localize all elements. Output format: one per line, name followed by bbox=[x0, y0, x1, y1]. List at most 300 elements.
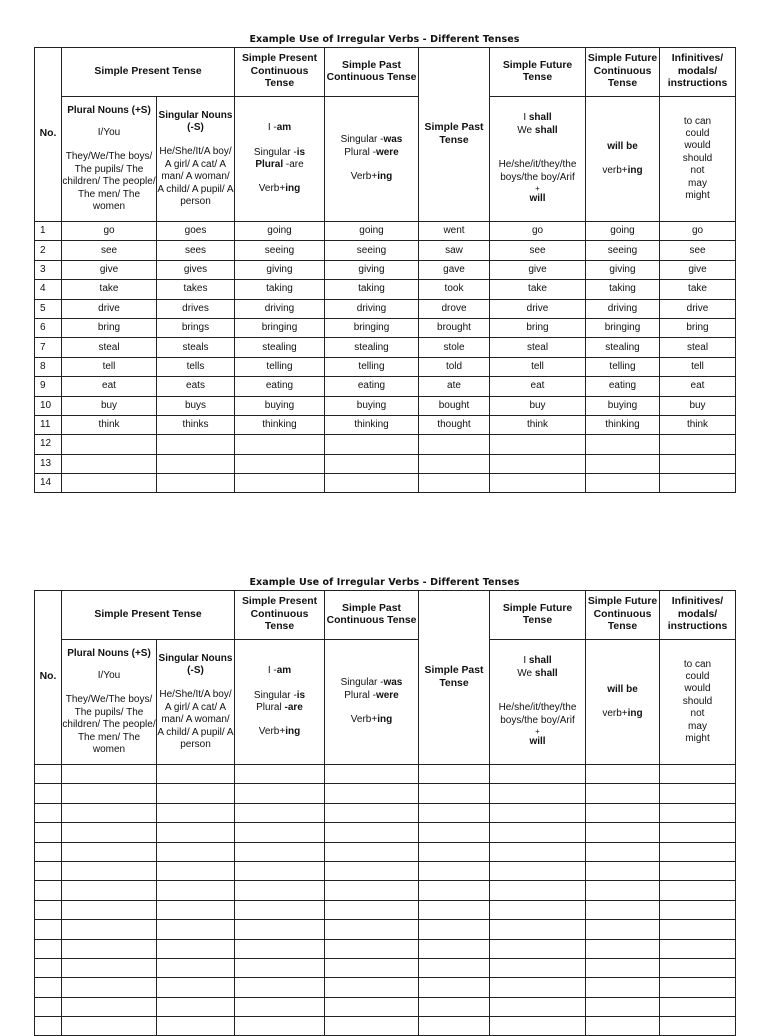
past-continuous-form: driving bbox=[325, 299, 419, 318]
singular-form: eats bbox=[157, 377, 235, 396]
table-row bbox=[35, 474, 736, 493]
plural-form: take bbox=[62, 280, 157, 299]
blank-cell bbox=[490, 861, 586, 880]
blank-cell bbox=[660, 958, 736, 977]
blank-cell bbox=[62, 1017, 157, 1036]
verb-tense-table bbox=[34, 47, 736, 493]
blank-cell bbox=[35, 881, 62, 900]
row-number: 1 bbox=[35, 222, 62, 241]
present-continuous-form: taking bbox=[235, 280, 325, 299]
past-form: saw bbox=[419, 241, 490, 260]
pc-plural-label: Plural bbox=[256, 702, 282, 713]
pastc-were: were bbox=[375, 689, 399, 701]
blank-cell bbox=[586, 765, 660, 784]
table-row bbox=[35, 435, 736, 454]
future-continuous-form: driving bbox=[586, 299, 660, 318]
infinitive-form: tell bbox=[660, 357, 736, 376]
blank-cell bbox=[419, 842, 490, 861]
table-row bbox=[35, 377, 736, 396]
subheader-plural-nouns bbox=[62, 97, 157, 222]
present-continuous-form: eating bbox=[235, 377, 325, 396]
table-row bbox=[35, 357, 736, 376]
row-number: 9 bbox=[35, 377, 62, 396]
blank-cell bbox=[235, 900, 325, 919]
pc-am: am bbox=[276, 665, 292, 677]
header-no: No. bbox=[35, 591, 62, 765]
header-infinitives: Infinitives/ modals/ instructions bbox=[660, 48, 736, 97]
blank-cell bbox=[586, 958, 660, 977]
plural-form: think bbox=[62, 415, 157, 434]
present-continuous-form bbox=[235, 454, 325, 473]
past-continuous-form: taking bbox=[325, 280, 419, 299]
pc-are: -are bbox=[281, 702, 303, 713]
past-form: took bbox=[419, 280, 490, 299]
header-simple-present: Simple Present Tense bbox=[62, 591, 235, 640]
past-continuous-form: seeing bbox=[325, 241, 419, 260]
worksheet-2 bbox=[34, 575, 735, 1036]
singular-form: gives bbox=[157, 260, 235, 279]
blank-cell bbox=[35, 958, 62, 977]
future-form: bring bbox=[490, 318, 586, 337]
plural-form: steal bbox=[62, 338, 157, 357]
blank-cell bbox=[586, 939, 660, 958]
blank-cell bbox=[419, 784, 490, 803]
pastc-ing: ing bbox=[377, 714, 393, 726]
blank-cell bbox=[235, 765, 325, 784]
plural-nouns-title: Plural Nouns (+S) bbox=[67, 104, 151, 116]
pastc-verb-label: Verb+ bbox=[350, 171, 378, 183]
fc-will-be: will be bbox=[607, 140, 638, 152]
future-form: buy bbox=[490, 396, 586, 415]
blank-table-row bbox=[35, 920, 736, 939]
pc-verb-label: Verb+ bbox=[258, 183, 286, 195]
blank-cell bbox=[157, 920, 235, 939]
infinitive-form: drive bbox=[660, 299, 736, 318]
header-simple-past: Simple Past Tense bbox=[419, 48, 490, 222]
blank-cell bbox=[35, 861, 62, 880]
blank-cell bbox=[157, 958, 235, 977]
row-number: 14 bbox=[35, 474, 62, 493]
future-will: will bbox=[529, 736, 546, 748]
blank-cell bbox=[660, 1017, 736, 1036]
singular-examples: He/She/It/A boy/ A girl/ A cat/ A man/ A woman/ A child/ A pupil/ A person bbox=[157, 689, 234, 751]
blank-cell bbox=[157, 823, 235, 842]
plural-form: bring bbox=[62, 318, 157, 337]
future-continuous-form: giving bbox=[586, 260, 660, 279]
future-continuous-form: eating bbox=[586, 377, 660, 396]
blank-cell bbox=[235, 842, 325, 861]
header-infinitives: Infinitives/ modals/ instructions bbox=[660, 591, 736, 640]
table-row bbox=[35, 338, 736, 357]
row-number: 3 bbox=[35, 260, 62, 279]
present-continuous-form: buying bbox=[235, 396, 325, 415]
blank-cell bbox=[62, 900, 157, 919]
blank-table-row bbox=[35, 881, 736, 900]
future-form: eat bbox=[490, 377, 586, 396]
row-number: 2 bbox=[35, 241, 62, 260]
subheader-plural-nouns bbox=[62, 640, 157, 765]
blank-cell bbox=[660, 765, 736, 784]
blank-cell bbox=[235, 803, 325, 822]
fc-verb-label: verb+ bbox=[602, 165, 628, 176]
row-number: 4 bbox=[35, 280, 62, 299]
past-form: brought bbox=[419, 318, 490, 337]
blank-cell bbox=[235, 939, 325, 958]
table-row bbox=[35, 318, 736, 337]
future-shall-1: shall bbox=[528, 112, 552, 124]
fc-will-be: will be bbox=[607, 683, 638, 695]
past-form: told bbox=[419, 357, 490, 376]
blank-cell bbox=[62, 861, 157, 880]
blank-cell bbox=[325, 861, 419, 880]
pastc-singular-label: Singular - bbox=[340, 677, 384, 689]
plural-form: buy bbox=[62, 396, 157, 415]
future-continuous-form: bringing bbox=[586, 318, 660, 337]
past-form: went bbox=[419, 222, 490, 241]
blank-cell bbox=[157, 881, 235, 900]
blank-cell bbox=[62, 765, 157, 784]
header-simple-future: Simple Future Tense bbox=[490, 48, 586, 97]
future-continuous-form: telling bbox=[586, 357, 660, 376]
infinitive-form: see bbox=[660, 241, 736, 260]
future-shall-1: shall bbox=[528, 655, 552, 667]
blank-cell bbox=[235, 920, 325, 939]
pc-plural-label: Plural bbox=[255, 159, 284, 170]
infinitive-form bbox=[660, 474, 736, 493]
blank-cell bbox=[419, 881, 490, 900]
past-form: ate bbox=[419, 377, 490, 396]
future-plus: + bbox=[535, 184, 540, 194]
blank-cell bbox=[157, 900, 235, 919]
singular-form: goes bbox=[157, 222, 235, 241]
blank-cell bbox=[157, 765, 235, 784]
verb-tense-table-blank bbox=[34, 590, 736, 1036]
future-continuous-form: seeing bbox=[586, 241, 660, 260]
row-number: 8 bbox=[35, 357, 62, 376]
blank-cell bbox=[490, 803, 586, 822]
fc-ing: ing bbox=[627, 165, 643, 176]
blank-cell bbox=[325, 939, 419, 958]
plural-examples: They/We/The boys/ The pupils/ The children/ The people/ The men/ The women bbox=[62, 151, 156, 213]
pastc-was: was bbox=[383, 677, 403, 689]
modals-list: to can could would should not may might bbox=[682, 658, 713, 745]
blank-cell bbox=[62, 958, 157, 977]
pc-singular-label: Singular - bbox=[253, 146, 297, 158]
blank-cell bbox=[586, 784, 660, 803]
blank-cell bbox=[419, 939, 490, 958]
present-continuous-form: bringing bbox=[235, 318, 325, 337]
pastc-singular-label: Singular - bbox=[340, 134, 384, 146]
header-present-continuous: Simple Present Continuous Tense bbox=[235, 48, 325, 97]
blank-cell bbox=[325, 765, 419, 784]
present-continuous-form: thinking bbox=[235, 415, 325, 434]
singular-form bbox=[157, 454, 235, 473]
table-row bbox=[35, 241, 736, 260]
future-shall-2: shall bbox=[534, 124, 558, 136]
blank-cell bbox=[35, 900, 62, 919]
plural-form bbox=[62, 454, 157, 473]
future-form bbox=[490, 454, 586, 473]
singular-form: brings bbox=[157, 318, 235, 337]
blank-cell bbox=[35, 823, 62, 842]
past-continuous-form bbox=[325, 474, 419, 493]
blank-table-row bbox=[35, 784, 736, 803]
plural-examples: They/We/The boys/ The pupils/ The children/ The people/ The men/ The women bbox=[62, 694, 156, 756]
pc-i-label: I - bbox=[267, 122, 277, 134]
blank-cell bbox=[35, 1017, 62, 1036]
past-form: thought bbox=[419, 415, 490, 434]
pc-verb-label: Verb+ bbox=[258, 726, 286, 738]
blank-cell bbox=[62, 881, 157, 900]
subheader-past-continuous bbox=[325, 640, 419, 765]
future-we-label: We bbox=[517, 124, 535, 136]
past-continuous-form: giving bbox=[325, 260, 419, 279]
header-simple-past: Simple Past Tense bbox=[419, 591, 490, 765]
blank-cell bbox=[235, 1017, 325, 1036]
blank-cell bbox=[35, 765, 62, 784]
row-number: 6 bbox=[35, 318, 62, 337]
header-simple-future: Simple Future Tense bbox=[490, 591, 586, 640]
infinitive-form: think bbox=[660, 415, 736, 434]
singular-form bbox=[157, 474, 235, 493]
table-row bbox=[35, 454, 736, 473]
blank-cell bbox=[660, 997, 736, 1016]
blank-cell bbox=[490, 900, 586, 919]
future-i-label: I bbox=[523, 655, 529, 667]
infinitive-form: go bbox=[660, 222, 736, 241]
future-continuous-form bbox=[586, 435, 660, 454]
singular-form: steals bbox=[157, 338, 235, 357]
plural-nouns-title: Plural Nouns (+S) bbox=[67, 647, 151, 659]
past-continuous-form bbox=[325, 454, 419, 473]
blank-cell bbox=[586, 920, 660, 939]
table-row bbox=[35, 260, 736, 279]
blank-cell bbox=[35, 842, 62, 861]
infinitive-form: steal bbox=[660, 338, 736, 357]
infinitive-form: buy bbox=[660, 396, 736, 415]
present-continuous-form: stealing bbox=[235, 338, 325, 357]
singular-nouns-title: Singular Nouns (-S) bbox=[158, 109, 233, 133]
blank-cell bbox=[35, 784, 62, 803]
future-form bbox=[490, 435, 586, 454]
blank-cell bbox=[419, 900, 490, 919]
blank-cell bbox=[490, 842, 586, 861]
past-form: bought bbox=[419, 396, 490, 415]
blank-cell bbox=[325, 958, 419, 977]
blank-cell bbox=[586, 861, 660, 880]
blank-table-row bbox=[35, 861, 736, 880]
blank-cell bbox=[325, 881, 419, 900]
blank-cell bbox=[62, 803, 157, 822]
blank-cell bbox=[35, 997, 62, 1016]
pc-is: is bbox=[296, 689, 306, 701]
future-shall-2: shall bbox=[534, 667, 558, 679]
pastc-ing: ing bbox=[377, 171, 393, 183]
blank-cell bbox=[660, 900, 736, 919]
pc-are: -are bbox=[283, 159, 304, 170]
future-form bbox=[490, 474, 586, 493]
row-number: 12 bbox=[35, 435, 62, 454]
blank-cell bbox=[586, 881, 660, 900]
blank-table-row bbox=[35, 939, 736, 958]
future-pronouns: He/she/it/they/the boys/the boy/Arif bbox=[498, 702, 577, 726]
pc-ing: ing bbox=[285, 726, 301, 738]
blank-cell bbox=[586, 823, 660, 842]
singular-form: thinks bbox=[157, 415, 235, 434]
future-form: take bbox=[490, 280, 586, 299]
blank-cell bbox=[35, 920, 62, 939]
blank-cell bbox=[235, 997, 325, 1016]
blank-cell bbox=[419, 1017, 490, 1036]
blank-cell bbox=[62, 978, 157, 997]
blank-table-row bbox=[35, 1017, 736, 1036]
blank-cell bbox=[419, 803, 490, 822]
blank-cell bbox=[235, 823, 325, 842]
blank-cell bbox=[660, 861, 736, 880]
blank-cell bbox=[490, 1017, 586, 1036]
blank-table-row bbox=[35, 842, 736, 861]
plural-form bbox=[62, 435, 157, 454]
pc-is: is bbox=[296, 146, 306, 158]
blank-cell bbox=[325, 900, 419, 919]
plural-form bbox=[62, 474, 157, 493]
blank-cell bbox=[62, 920, 157, 939]
infinitive-form: eat bbox=[660, 377, 736, 396]
present-continuous-form: going bbox=[235, 222, 325, 241]
future-form: see bbox=[490, 241, 586, 260]
present-continuous-form: giving bbox=[235, 260, 325, 279]
pastc-plural-label: Plural - bbox=[344, 146, 376, 158]
singular-form: sees bbox=[157, 241, 235, 260]
blank-cell bbox=[325, 1017, 419, 1036]
blank-cell bbox=[325, 784, 419, 803]
present-continuous-form: seeing bbox=[235, 241, 325, 260]
blank-cell bbox=[35, 803, 62, 822]
future-form: think bbox=[490, 415, 586, 434]
singular-form: takes bbox=[157, 280, 235, 299]
past-form: stole bbox=[419, 338, 490, 357]
plural-form: go bbox=[62, 222, 157, 241]
modals-list: to can could would should not may might bbox=[682, 115, 713, 202]
pastc-was: was bbox=[383, 134, 403, 146]
blank-cell bbox=[660, 978, 736, 997]
row-number: 13 bbox=[35, 454, 62, 473]
past-continuous-form bbox=[325, 435, 419, 454]
blank-cell bbox=[586, 842, 660, 861]
row-number: 5 bbox=[35, 299, 62, 318]
blank-table-row bbox=[35, 803, 736, 822]
blank-cell bbox=[419, 920, 490, 939]
pastc-plural-label: Plural - bbox=[344, 689, 376, 701]
blank-cell bbox=[157, 997, 235, 1016]
blank-cell bbox=[490, 784, 586, 803]
blank-cell bbox=[35, 939, 62, 958]
blank-cell bbox=[586, 1017, 660, 1036]
singular-form: buys bbox=[157, 396, 235, 415]
row-number: 7 bbox=[35, 338, 62, 357]
plural-form: tell bbox=[62, 357, 157, 376]
future-form: give bbox=[490, 260, 586, 279]
future-will: will bbox=[529, 193, 546, 205]
future-continuous-form bbox=[586, 454, 660, 473]
blank-cell bbox=[660, 803, 736, 822]
blank-cell bbox=[419, 997, 490, 1016]
infinitive-form: take bbox=[660, 280, 736, 299]
plural-form: drive bbox=[62, 299, 157, 318]
future-form: drive bbox=[490, 299, 586, 318]
table-row bbox=[35, 299, 736, 318]
future-we-label: We bbox=[517, 667, 535, 679]
fc-verb-label: verb+ bbox=[602, 708, 628, 719]
header-present-continuous: Simple Present Continuous Tense bbox=[235, 591, 325, 640]
blank-cell bbox=[490, 823, 586, 842]
blank-cell bbox=[157, 978, 235, 997]
blank-table-row bbox=[35, 900, 736, 919]
blank-cell bbox=[235, 958, 325, 977]
blank-table-row bbox=[35, 958, 736, 977]
subheader-present-continuous bbox=[235, 97, 325, 222]
plural-i-you: I/You bbox=[97, 669, 121, 681]
singular-nouns-title: Singular Nouns (-S) bbox=[158, 652, 233, 676]
blank-cell bbox=[325, 842, 419, 861]
blank-cell bbox=[660, 784, 736, 803]
subheader-future-continuous bbox=[586, 640, 660, 765]
subheader-modals bbox=[660, 97, 736, 222]
blank-cell bbox=[62, 784, 157, 803]
singular-form bbox=[157, 435, 235, 454]
future-plus: + bbox=[535, 727, 540, 737]
infinitive-form: give bbox=[660, 260, 736, 279]
past-form bbox=[419, 435, 490, 454]
blank-cell bbox=[62, 939, 157, 958]
infinitive-form bbox=[660, 435, 736, 454]
pc-am: am bbox=[276, 122, 292, 134]
blank-cell bbox=[235, 881, 325, 900]
blank-cell bbox=[419, 861, 490, 880]
future-form: go bbox=[490, 222, 586, 241]
blank-cell bbox=[490, 997, 586, 1016]
pc-singular-label: Singular - bbox=[253, 689, 297, 701]
past-continuous-form: telling bbox=[325, 357, 419, 376]
future-continuous-form: taking bbox=[586, 280, 660, 299]
blank-cell bbox=[490, 920, 586, 939]
past-form bbox=[419, 454, 490, 473]
future-continuous-form bbox=[586, 474, 660, 493]
blank-cell bbox=[235, 784, 325, 803]
table-row bbox=[35, 280, 736, 299]
blank-cell bbox=[419, 978, 490, 997]
pc-ing: ing bbox=[285, 183, 301, 195]
blank-cell bbox=[490, 881, 586, 900]
blank-cell bbox=[419, 765, 490, 784]
fc-ing: ing bbox=[627, 708, 643, 719]
future-continuous-form: stealing bbox=[586, 338, 660, 357]
past-continuous-form: eating bbox=[325, 377, 419, 396]
present-continuous-form: driving bbox=[235, 299, 325, 318]
blank-cell bbox=[235, 978, 325, 997]
blank-cell bbox=[62, 842, 157, 861]
pastc-were: were bbox=[375, 146, 399, 158]
past-continuous-form: bringing bbox=[325, 318, 419, 337]
blank-cell bbox=[419, 958, 490, 977]
blank-cell bbox=[325, 823, 419, 842]
blank-table-row bbox=[35, 765, 736, 784]
subheader-singular-nouns bbox=[157, 97, 235, 222]
blank-cell bbox=[235, 861, 325, 880]
blank-table-row bbox=[35, 978, 736, 997]
past-form: drove bbox=[419, 299, 490, 318]
blank-table-row bbox=[35, 823, 736, 842]
